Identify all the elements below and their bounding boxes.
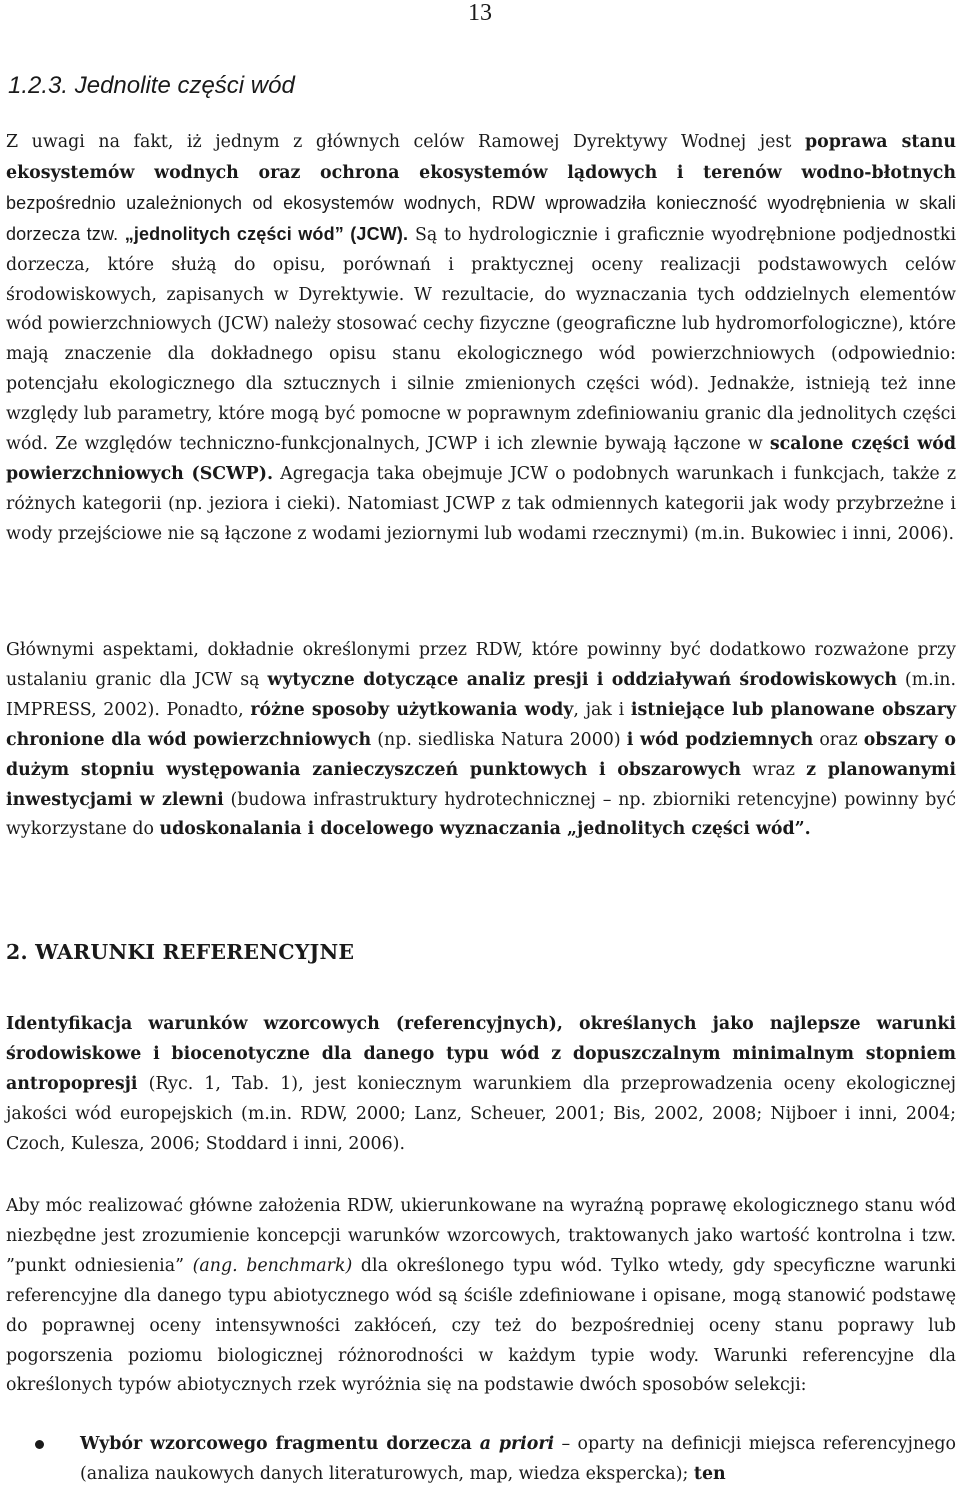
italic-run: (ang. benchmark) [192, 1255, 353, 1276]
emphasis-run: scalone części wód powierzchniowych (SCWP). [6, 434, 956, 484]
paragraph-jcw-definition [6, 128, 956, 550]
text-run: Agregacja taka obejmuje JCW o podobnych warunkach i funkcjach, także z różnych kategorii (np. jeziora i cieki). Natomiast JCWP z tak odmiennych kategorii jak wody przybrzeżne i wody przejściowe nie są łączone z wodami jeziornymi lub wodami rzecznymi) (m.in. Bukowiec i inni, 2006). [6, 463, 957, 544]
text-run: Z uwagi na fakt, iż jednym z głównych celów Ramowej Dyrektywy Wodnej jest [6, 132, 805, 152]
text-run: Głównymi aspektami, dokładnie określonymi przez RDW, które powinny być dodatkowo rozważone przy ustalaniu granic dla JCW są [6, 640, 956, 690]
paragraph-reference-conditions [6, 1010, 956, 1160]
paragraph-benchmark [6, 1192, 956, 1401]
emphasis-run: poprawa stanu ekosystemów wodnych oraz ochrona ekosystemów lądowych i terenów wodno-błotnych [6, 132, 957, 183]
text-run: – oparty na definicji miejsca referencyjnego (analiza naukowych danych literaturowych, map, wiedza ekspercka); [80, 1434, 956, 1484]
chapter-heading: 2. WARUNKI REFERENCYJNE [6, 940, 355, 964]
text-run: dla określonego typu wód. Tylko wtedy, gdy specyficzne warunki referencyjne dla danego typu abiotycznego wód są ściśle zdefiniowane i opisane, mogą stanowić podstawę do poprawnej oceny intensywności zakłóceń, czy też do bezpośredniej oceny stanu poprawy lub pogorszenia poziomu biologicznej różnorodności w każdym typie wody. Warunki referencyjne dla określonych typów abiotycznych rzek wyróżnia się na podstawie dwóch sposobów selekcji: [6, 1255, 956, 1396]
text-run: Są to hydrologicznie i graficznie wyodrębnione podjednostki dorzecza, które służą do opisu, porównań i praktycznej oceny realizacji podstawowych celów środowiskowych, zapisanych w Dyrektywie. W rezultacie, do wyznaczania tych oddzielnych elementów wód powierzchniowych (JCW) należy stosować cechy fizyczne (geograficzne lub hydromorfologiczne), które mają znaczenie dla dokładnego opisu stanu ekologicznego wód powierzchniowych (odpowiednio: potencjału ekologicznego dla sztucznych i silnie zmienionych części wód). Jednakże, istnieją też inne względy lub parametry, które mogą być pomocne w poprawnym zdefiniowaniu granic dla jednolitych części wód. Ze względów techniczno-funkcjonalnych, JCWP i ich zlewnie bywają łączone w [6, 224, 957, 455]
emphasis-run: różne sposoby użytkowania wody [250, 699, 574, 720]
text-run: wraz [741, 759, 807, 780]
bullet-icon [35, 1440, 44, 1449]
emphasis-run: obszary o dużym stopniu występowania zanieczyszczeń punktowych i obszarowych [6, 729, 956, 780]
paragraph-jcw-aspects [6, 636, 956, 845]
text-run: oraz [813, 729, 864, 750]
list-item [6, 1430, 956, 1490]
selection-methods-list [6, 1430, 956, 1490]
emphasis-run: istniejące lub planowane obszary chronione dla wód powierzchniowych [6, 699, 957, 750]
emphasis-run: Identyfikacja warunków wzorcowych (referencyjnych), określanych jako najlepsze warunki środowiskowe i biocenotyczne dla danego typu wód z dopuszczalnym minimalnym stopniem antropopresji [6, 1014, 956, 1094]
text-run: , jak i [573, 699, 631, 720]
text-run: (np. siedliska Natura 2000) [371, 729, 627, 750]
text-run: (Ryc. 1, Tab. 1), jest koniecznym warunkiem dla przeprowadzenia oceny ekologicznej jakości wód europejskich (m.in. RDW, 2000; Lanz, Scheuer, 2001; Bis, 2002, 2008; Nijboer i inni, 2004; Czoch, Kulesza, 2006; Stoddard i inni, 2006). [6, 1073, 956, 1154]
emphasis-run: wytyczne dotyczące analiz presji i oddziaływań środowiskowych [267, 669, 898, 690]
bold-italic-run: a priori [479, 1434, 555, 1454]
emphasis-run: i wód podziemnych [626, 729, 814, 750]
emphasis-run-sans: „jednolitych części wód” (JCW). [124, 223, 409, 244]
text-run: (budowa infrastruktury hydrotechnicznej – np. zbiorniki retencyjne) powinny być wykorzystane do [6, 789, 956, 840]
section-heading [8, 72, 295, 100]
section-number: 1.2.3. [8, 72, 69, 99]
emphasis-run: ten [693, 1463, 726, 1484]
text-run: Aby móc realizować główne założenia RDW, ukierunkowane na wyraźną poprawę ekologicznego stanu wód niezbędne jest zrozumienie koncepcji warunków wzorcowych, traktowanych jako wartość kontrolna i tzw. ”punkt odniesienia” [6, 1196, 956, 1276]
emphasis-run: Wybór wzorcowego fragmentu dorzecza [80, 1434, 480, 1454]
section-title: Jednolite części wód [74, 72, 295, 99]
emphasis-run: z planowanymi inwestycjami w zlewni [6, 759, 956, 810]
page-number: 13 [468, 0, 492, 26]
text-run: (m.in. IMPRESS, 2002). Ponadto, [6, 669, 956, 720]
text-run-sans: bezpośrednio uzależnionych od ekosystemów wodnych, RDW wprowadziła konieczność wyodrębnienia w skali dorzecza tzw. [6, 192, 956, 244]
emphasis-run: udoskonalania i docelowego wyznaczania „jednolitych części wód”. [159, 819, 811, 840]
